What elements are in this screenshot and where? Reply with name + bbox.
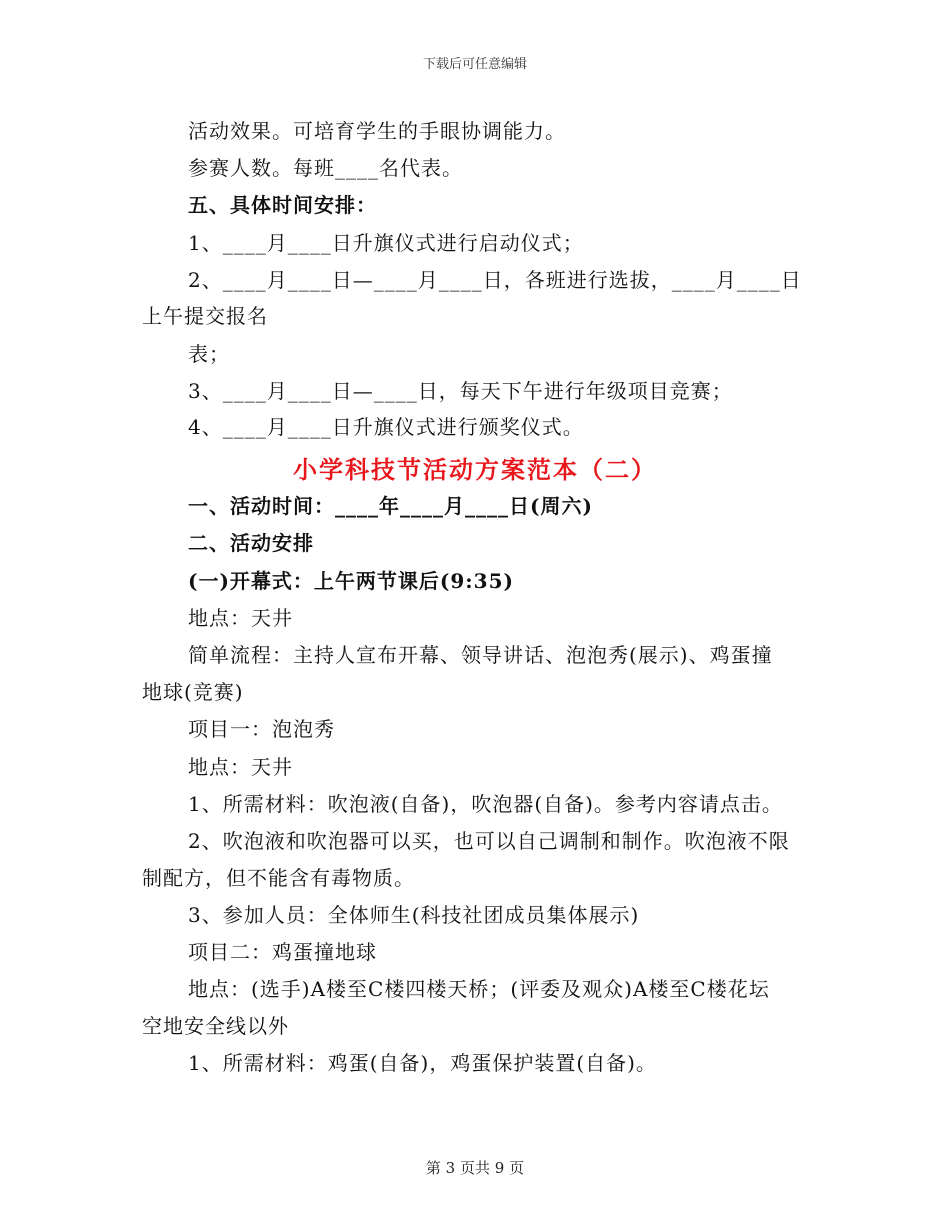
text-line: 制配方，但不能含有毒物质。 xyxy=(142,866,415,890)
text-line: 表； xyxy=(188,342,230,366)
text-line: 4、____月____日升旗仪式进行颁奖仪式。 xyxy=(188,415,584,439)
text-line: 1、____月____日升旗仪式进行启动仪式； xyxy=(188,231,584,255)
section-heading: 一、活动时间：____年____月____日(周六) xyxy=(188,494,593,518)
text-line: 项目二：鸡蛋撞地球 xyxy=(188,940,377,964)
page-footer: 第 3 页共 9 页 xyxy=(425,1159,525,1177)
text-line: 3、参加人员：全体师生(科技社团成员集体展示) xyxy=(188,903,640,927)
text-line: 地点：(选手)A楼至C楼四楼天桥；(评委及观众)A楼至C楼花坛 xyxy=(188,977,770,1001)
text-line: 上午提交报名 xyxy=(142,304,268,328)
document-title: 小学科技节活动方案范本（二） xyxy=(293,455,657,484)
text-line: 项目一：泡泡秀 xyxy=(188,717,335,741)
section-heading: 五、具体时间安排： xyxy=(188,193,377,217)
text-line: 2、____月____日—____月____日，各班进行选拔，____月____日 xyxy=(188,268,802,292)
text-line: 1、所需材料：吹泡液(自备)，吹泡器(自备)。参考内容请点击。 xyxy=(188,792,783,816)
page-header: 下载后可任意编辑 xyxy=(422,57,527,72)
text-line: 地点：天井 xyxy=(188,755,293,779)
text-line: 地球(竞赛) xyxy=(142,680,244,704)
text-line: 地点：天井 xyxy=(188,606,293,630)
text-line: 参赛人数。每班____名代表。 xyxy=(188,156,463,180)
text-line: 1、所需材料：鸡蛋(自备)，鸡蛋保护装置(自备)。 xyxy=(188,1051,657,1075)
text-line: 3、____月____日—____日，每天下午进行年级项目竞赛； xyxy=(188,379,733,403)
section-heading: 二、活动安排 xyxy=(188,531,314,555)
text-line: 2、吹泡液和吹泡器可以买，也可以自己调制和制作。吹泡液不限 xyxy=(188,829,790,853)
section-heading: (一)开幕式：上午两节课后(9:35) xyxy=(188,569,514,593)
text-line: 简单流程：主持人宣布开幕、领导讲话、泡泡秀(展示)、鸡蛋撞 xyxy=(188,643,773,667)
text-line: 空地安全线以外 xyxy=(142,1014,289,1038)
text-line: 活动效果。可培育学生的手眼协调能力。 xyxy=(188,119,566,143)
